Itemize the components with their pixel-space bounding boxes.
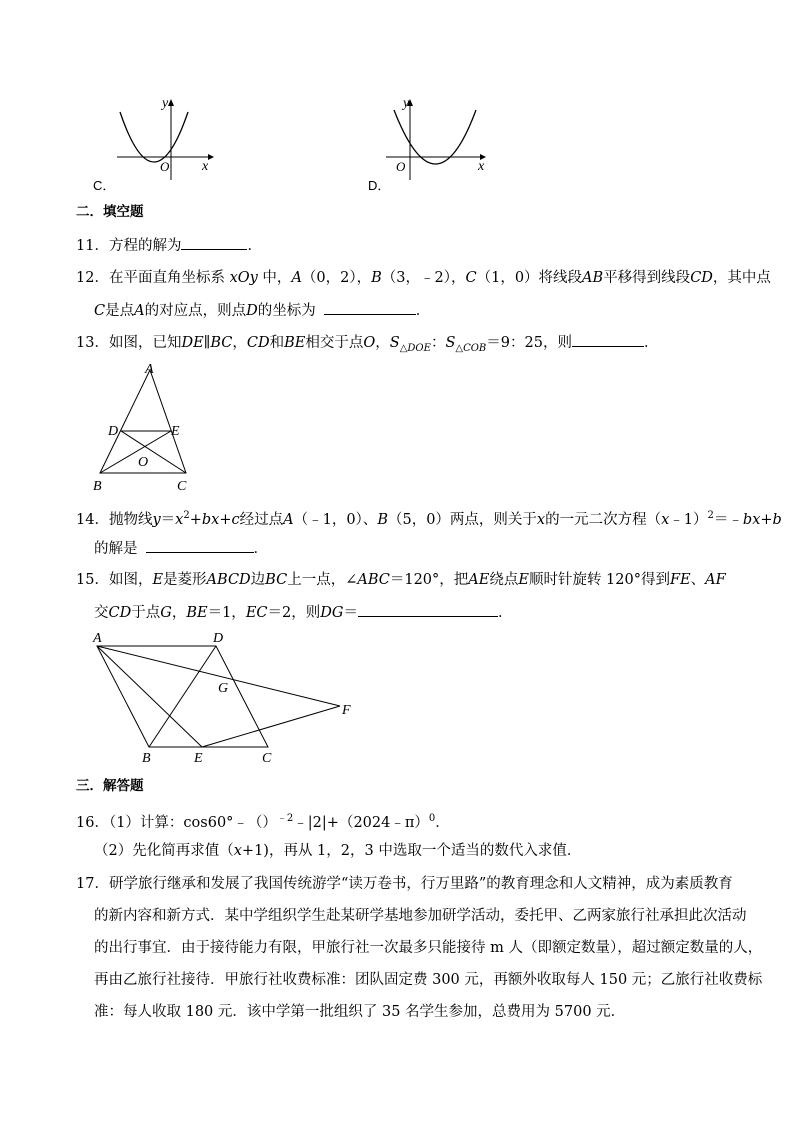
question-12-line-1 bbox=[76, 268, 771, 288]
point-a-label: A bbox=[145, 362, 154, 377]
text-segment: 边 bbox=[250, 572, 266, 588]
text-segment: 上一点，∠ bbox=[287, 572, 358, 588]
question-14-line-2 bbox=[94, 538, 268, 559]
text-segment: 研学旅行继承和发展了我国传统游学“读万卷书，行万里路”的教育理念和人文精神，成为素质教育 bbox=[108, 876, 733, 892]
question-15-line-2 bbox=[94, 602, 512, 623]
math-subscript: △COB bbox=[455, 342, 487, 354]
math-superscript: ﹣2 bbox=[276, 813, 294, 824]
text-segment: （3，﹣2）， bbox=[381, 270, 466, 286]
math-var: BE bbox=[284, 335, 306, 351]
question-17-line-2: 的新内容和新方式．某中学组织学生赴某研学基地参加研学活动，委托甲、乙两家旅行社承担此次活动 bbox=[94, 908, 747, 924]
math-var: B bbox=[377, 511, 388, 528]
text-segment: + bbox=[189, 511, 202, 528]
math-var: A bbox=[291, 270, 302, 286]
math-var: b bbox=[772, 511, 782, 528]
text-segment: 绕点 bbox=[489, 572, 519, 588]
text-segment: ＝120°，把 bbox=[389, 572, 469, 588]
math-var: BE bbox=[186, 605, 208, 621]
text-segment: 相交于点 bbox=[305, 335, 364, 351]
text-segment: 的对应点，则点 bbox=[144, 303, 247, 319]
math-var: ABCD bbox=[206, 572, 251, 588]
math-subscript: △DOE bbox=[399, 342, 431, 354]
point-f-label: F bbox=[342, 703, 351, 718]
text-segment: + bbox=[219, 511, 232, 528]
answer-blank bbox=[572, 332, 644, 347]
answer-blank bbox=[146, 538, 254, 553]
math-var: O bbox=[363, 335, 376, 351]
math-var: C bbox=[94, 303, 106, 319]
segment-af bbox=[97, 646, 340, 706]
text-segment: 抛物线 bbox=[108, 511, 153, 528]
text-segment: 在平面直角坐标系 bbox=[108, 270, 230, 286]
point-o-label: O bbox=[138, 455, 149, 470]
point-b-label: B bbox=[93, 479, 102, 494]
text-segment: ＝2，则 bbox=[267, 605, 321, 621]
question-15-line-1 bbox=[76, 570, 726, 590]
math-var: B bbox=[371, 270, 382, 286]
option-c-label: C． bbox=[93, 178, 116, 193]
text-segment: ： bbox=[430, 335, 446, 351]
segment-ef bbox=[202, 706, 340, 747]
text-segment: 顺时针旋转 120°得到 bbox=[528, 572, 670, 588]
triangle-figure-q13 bbox=[88, 360, 198, 494]
answer-blank bbox=[324, 300, 416, 315]
parabola-curve bbox=[394, 110, 476, 164]
text-segment: 的一元二次方程（ bbox=[545, 511, 662, 528]
math-var: G bbox=[160, 605, 172, 621]
math-var: FE bbox=[670, 572, 691, 588]
math-var: DG bbox=[320, 605, 344, 621]
question-number: 16． bbox=[76, 814, 109, 831]
math-var: A bbox=[134, 303, 145, 319]
rhombus-figure-q15 bbox=[90, 628, 362, 768]
text-segment: 的解是 bbox=[94, 541, 138, 557]
text-segment: ． bbox=[435, 814, 450, 831]
text-segment: （1，0）将线段 bbox=[476, 270, 583, 286]
question-end: ． bbox=[643, 335, 659, 351]
math-var: x bbox=[175, 511, 184, 528]
question-17-line-4: 再由乙旅行社接待．甲旅行社收费标准：团队固定费 300 元，再额外收取每人 150 元；乙旅行社收费标 bbox=[94, 972, 763, 988]
point-d-label: D bbox=[108, 424, 119, 439]
parabola-curve bbox=[120, 112, 188, 162]
point-e-label: E bbox=[194, 751, 203, 766]
text-segment: 是菱形 bbox=[163, 572, 207, 588]
math-superscript: 0 bbox=[428, 813, 436, 824]
text-segment: （0，2）， bbox=[301, 270, 372, 286]
option-d-parabola-graph bbox=[380, 94, 490, 180]
math-var: y bbox=[152, 511, 161, 528]
text-segment: ＝ bbox=[343, 605, 358, 621]
text-segment: 中， bbox=[257, 270, 292, 286]
math-var: A bbox=[283, 511, 294, 528]
text-segment: ，其中点 bbox=[712, 270, 771, 286]
text-segment: 的坐标为 bbox=[257, 303, 316, 319]
question-end: ． bbox=[247, 238, 262, 254]
text-segment: ＝1， bbox=[207, 605, 246, 621]
x-axis-label: x bbox=[202, 159, 209, 174]
text-segment: +1)，再从 1，2，3 中选取一个适当的数代入求值． bbox=[241, 843, 582, 859]
question-end: ． bbox=[253, 541, 268, 557]
y-axis-arrow bbox=[168, 99, 174, 106]
math-var: BC bbox=[265, 572, 288, 588]
math-var: CD bbox=[108, 605, 132, 621]
text-segment: ﹣|2|+（2024﹣π） bbox=[293, 814, 429, 831]
math-var: ABC bbox=[357, 572, 390, 588]
question-number: 11． bbox=[76, 238, 109, 254]
point-b-label: B bbox=[142, 751, 151, 766]
origin-label: O bbox=[160, 159, 170, 174]
point-c-label: C bbox=[177, 479, 187, 494]
math-var: BC bbox=[210, 335, 233, 351]
question-number: 14． bbox=[76, 511, 109, 528]
point-g-label: G bbox=[218, 681, 229, 696]
question-text: 方程的解为 bbox=[108, 238, 182, 254]
question-number: 15． bbox=[76, 572, 109, 588]
question-number: 13． bbox=[76, 335, 109, 351]
origin-label: O bbox=[396, 159, 406, 174]
math-var: E bbox=[518, 572, 529, 588]
text-segment: （5，0）两点，则关于 bbox=[387, 511, 537, 528]
point-d-label: D bbox=[213, 631, 224, 646]
math-var: xOy bbox=[229, 270, 258, 286]
math-var: c bbox=[231, 511, 240, 528]
math-var: DE bbox=[181, 335, 204, 351]
math-superscript: 2 bbox=[183, 510, 190, 521]
math-var: AB bbox=[582, 270, 604, 286]
math-var: S bbox=[445, 335, 456, 351]
question-13 bbox=[76, 332, 658, 359]
text-segment: 于点 bbox=[131, 605, 161, 621]
option-d-label: D． bbox=[368, 178, 391, 193]
section-heading-fill-in: 二．填空题 bbox=[76, 204, 144, 220]
text-segment: ∥ bbox=[203, 335, 211, 351]
math-var: E bbox=[152, 572, 164, 588]
math-superscript: 2 bbox=[707, 510, 714, 521]
y-axis-label: y bbox=[162, 96, 169, 111]
question-17-line-3: 的出行事宜．由于接待能力有限，甲旅行社一次最多只能接待 m 人（即额定数量），超过额定数量的人， bbox=[94, 940, 763, 956]
segment-ae bbox=[97, 646, 202, 747]
text-segment: 是点 bbox=[105, 303, 135, 319]
question-14-line-1 bbox=[76, 506, 782, 530]
text-segment: ＝﹣ bbox=[713, 511, 743, 528]
point-e-label: E bbox=[171, 424, 180, 439]
text-segment: 经过点 bbox=[239, 511, 284, 528]
math-var: AE bbox=[468, 572, 490, 588]
text-segment: （2）先化简再求值（ bbox=[94, 843, 234, 859]
text-segment: 如图，已知 bbox=[108, 335, 182, 351]
option-c-parabola-graph bbox=[112, 94, 222, 180]
math-var: D bbox=[246, 303, 258, 319]
question-16-part-1 bbox=[76, 809, 450, 833]
question-17-line-1 bbox=[76, 874, 733, 894]
question-17-line-5: 准：每人收取 180 元．该中学第一批组织了 35 名学生参加，总费用为 5700 元． bbox=[94, 1004, 626, 1020]
math-var: x bbox=[233, 843, 242, 859]
text-segment: ， bbox=[232, 335, 247, 351]
question-end: ． bbox=[415, 303, 431, 319]
math-var: x bbox=[661, 511, 670, 528]
question-12-line-2 bbox=[94, 300, 430, 321]
math-var: AF bbox=[705, 572, 726, 588]
text-segment: （﹣1，0）、 bbox=[293, 511, 378, 528]
math-var: S bbox=[389, 335, 400, 351]
text-segment: 和 bbox=[269, 335, 285, 351]
question-number: 17． bbox=[76, 876, 109, 892]
text-segment: ， bbox=[171, 605, 187, 621]
math-var: bx bbox=[742, 511, 761, 528]
text-segment: ＝ bbox=[160, 511, 176, 528]
math-var: CD bbox=[246, 335, 270, 351]
x-axis-label: x bbox=[478, 159, 485, 174]
question-11 bbox=[76, 235, 262, 256]
section-heading-answer: 三．解答题 bbox=[76, 778, 144, 794]
question-16-part-2 bbox=[94, 841, 581, 861]
text-segment: 如图， bbox=[108, 572, 153, 588]
text-segment: ， bbox=[375, 335, 390, 351]
math-var: bx bbox=[201, 511, 220, 528]
math-var: EC bbox=[245, 605, 268, 621]
text-segment: ﹣1） bbox=[669, 511, 708, 528]
text-segment: 平移得到线段 bbox=[603, 270, 691, 286]
math-var: CD bbox=[690, 270, 713, 286]
point-a-label: A bbox=[93, 631, 102, 646]
point-c-label: C bbox=[262, 751, 272, 766]
answer-blank bbox=[358, 602, 498, 617]
question-end: ． bbox=[497, 605, 513, 621]
text-segment: ＝9：25，则 bbox=[486, 335, 572, 351]
math-var: C bbox=[465, 270, 477, 286]
math-var: x bbox=[536, 511, 546, 528]
text-segment: + bbox=[760, 511, 773, 528]
text-segment: 、 bbox=[690, 572, 706, 588]
x-axis-arrow bbox=[208, 154, 214, 160]
text-segment: 交 bbox=[94, 605, 109, 621]
text-segment: （1）计算：cos60°﹣（） bbox=[108, 814, 277, 831]
question-number: 12． bbox=[76, 270, 109, 286]
answer-blank bbox=[181, 235, 247, 250]
y-axis-label: y bbox=[403, 96, 410, 111]
